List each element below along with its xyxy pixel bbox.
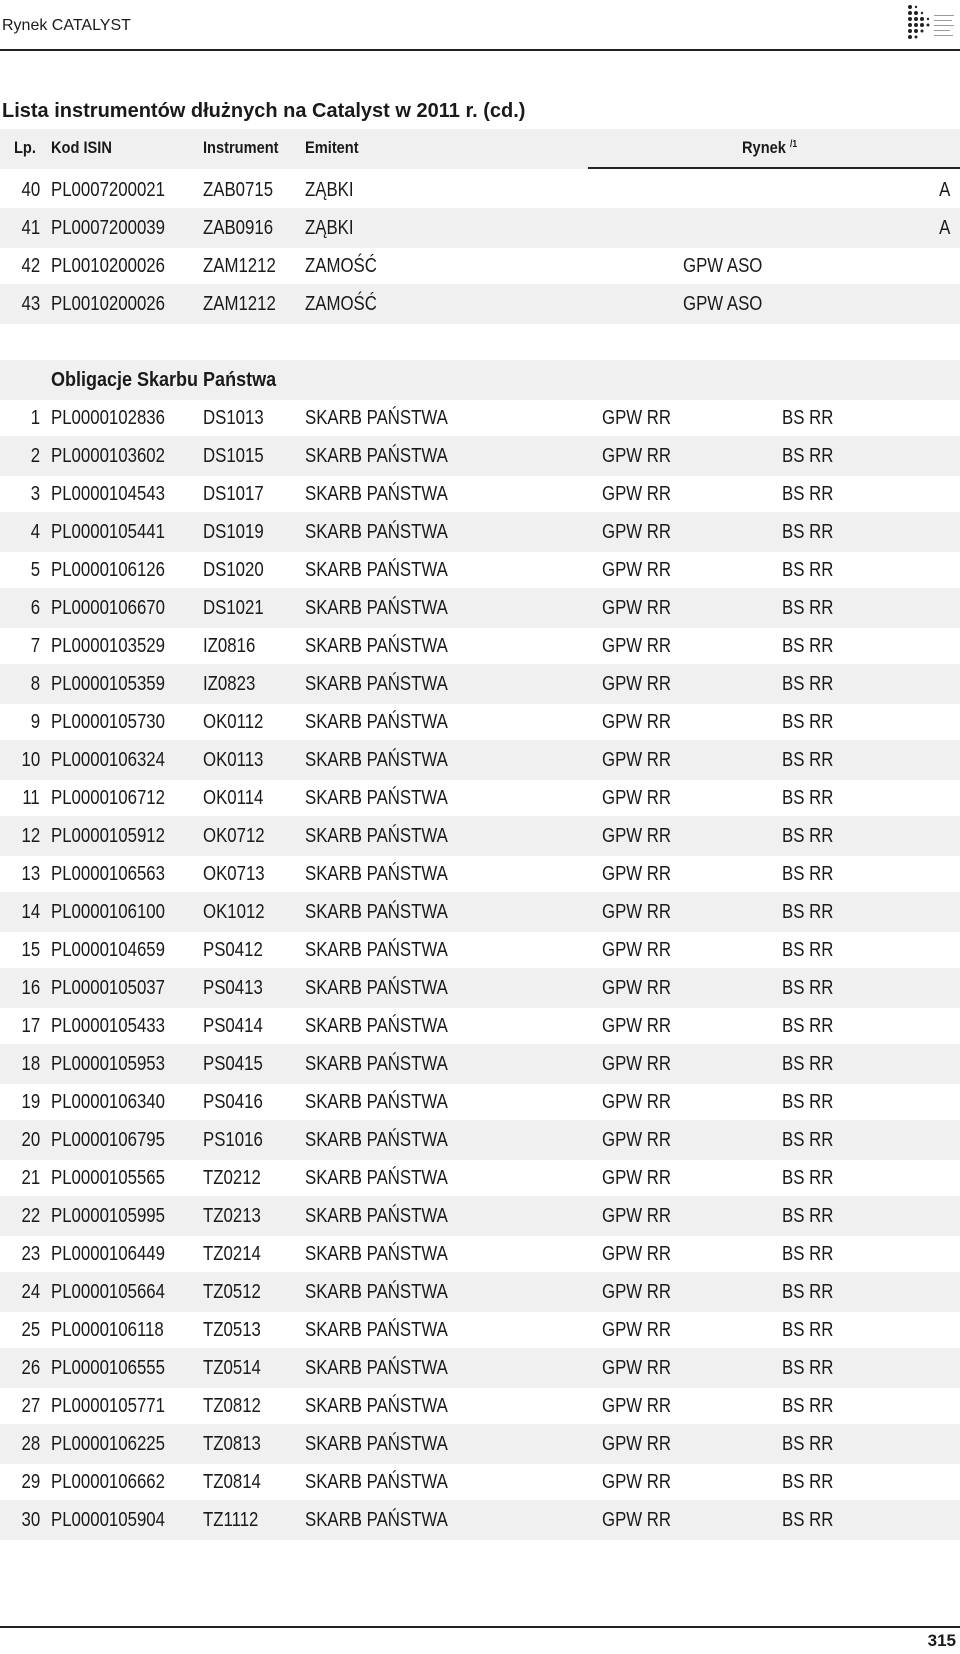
row-isin: PL0000106118 [51,1319,164,1341]
table-row [0,664,960,704]
row-instrument: TZ0813 [203,1433,261,1455]
table-row [0,512,960,552]
row-instrument: DS1017 [203,483,264,505]
row-isin: PL0000103529 [51,635,165,657]
row-isin: PL0010200026 [51,255,165,277]
row-isin: PL0000106126 [51,559,165,581]
row-market-gpw-rr: GPW RR [602,1433,672,1455]
table-row [0,1272,960,1312]
row-emitent: SKARB PAŃSTWA [305,1015,448,1037]
row-emitent: ZĄBKI [305,217,354,239]
row-instrument: ZAM1212 [203,293,276,315]
row-instrument: TZ1112 [203,1509,259,1531]
row-instrument: OK0114 [203,787,264,809]
row-lp: 15 [21,939,40,961]
row-market-bs-rr: BS RR [782,977,834,999]
column-header-lp: Lp. [14,138,36,157]
row-emitent: SKARB PAŃSTWA [305,559,448,581]
row-market-bs-rr: BS RR [782,1395,834,1417]
row-market-gpw-rr: GPW RR [602,1129,672,1151]
row-lp: 27 [21,1395,40,1417]
table-row [0,702,960,742]
row-emitent: SKARB PAŃSTWA [305,673,448,695]
row-lp: 19 [21,1091,40,1113]
row-emitent: SKARB PAŃSTWA [305,825,448,847]
row-emitent: ZĄBKI [305,179,354,201]
page-header [0,0,960,50]
header-divider [0,49,960,51]
row-market-gpw-rr: GPW RR [602,483,672,505]
row-lp: 18 [21,1053,40,1075]
column-header-instrument: Instrument [203,138,279,157]
row-emitent: SKARB PAŃSTWA [305,1319,448,1341]
row-isin: PL0000105771 [51,1395,165,1417]
column-header-isin: Kod ISIN [51,138,112,157]
row-isin: PL0007200039 [51,217,165,239]
row-emitent: SKARB PAŃSTWA [305,1053,448,1075]
row-lp: 11 [22,787,40,809]
row-instrument: PS1016 [203,1129,263,1151]
row-market-gpw-rr: GPW RR [602,1357,672,1379]
row-market-gpw-rr: GPW RR [602,407,672,429]
row-market-gpw-rr: GPW RR [602,787,672,809]
row-instrument: TZ0214 [203,1243,261,1265]
table-row [0,892,960,932]
row-market-bs-rr: BS RR [782,597,834,619]
row-instrument: PS0412 [203,939,263,961]
row-isin: PL0000106100 [51,901,165,923]
table-row [0,170,960,210]
group-title: Obligacje Skarbu Państwa [51,369,277,391]
table-row [0,436,960,476]
table-row [0,1044,960,1084]
row-lp: 12 [21,825,40,847]
row-isin: PL0000105664 [51,1281,165,1303]
row-lp: 7 [30,635,40,657]
row-instrument: DS1019 [203,521,264,543]
row-instrument: TZ0512 [203,1281,261,1303]
row-market-gpw-rr: GPW RR [602,1281,672,1303]
row-isin: PL0000106555 [51,1357,165,1379]
row-market-bs-rr: BS RR [782,863,834,885]
row-lp: 26 [21,1357,40,1379]
row-emitent: SKARB PAŃSTWA [305,597,448,619]
row-lp: 9 [30,711,40,733]
row-market-bs-rr: BS RR [782,1319,834,1341]
row-lp: 17 [21,1015,40,1037]
table-row [0,1006,960,1046]
row-lp: 2 [30,445,40,467]
row-isin: PL0000105912 [51,825,165,847]
row-lp: 14 [21,901,40,923]
row-market-bs-rr: BS RR [782,1471,834,1493]
row-instrument: ZAB0916 [203,217,274,239]
row-emitent: SKARB PAŃSTWA [305,1167,448,1189]
row-market-gpw-rr: GPW RR [602,1243,672,1265]
table-row [0,740,960,780]
row-isin: PL0000106563 [51,863,165,885]
row-instrument: TZ0812 [203,1395,261,1417]
row-market-bs-rr: BS RR [782,901,834,923]
table-row [0,208,960,248]
row-market-bs-rr: BS RR [782,825,834,847]
row-lp: 42 [21,255,40,277]
gpw-dot-logo-icon [906,3,958,43]
row-lp: 25 [21,1319,40,1341]
row-isin: PL0000106225 [51,1433,165,1455]
table-row [0,854,960,894]
table-row [0,930,960,970]
row-market-bs-rr: BS RR [782,1129,834,1151]
row-lp: 43 [21,293,40,315]
row-market-gpw-aso: GPW ASO [683,293,763,315]
row-instrument: TZ0513 [203,1319,261,1341]
row-lp: 20 [21,1129,40,1151]
row-instrument: DS1015 [203,445,264,467]
table-row [0,968,960,1008]
row-isin: PL0000105730 [51,711,165,733]
group-header-row [0,360,960,400]
row-isin: PL0000105953 [51,1053,165,1075]
column-header-rynek [742,138,797,158]
row-emitent: SKARB PAŃSTWA [305,1129,448,1151]
row-isin: PL0000106324 [51,749,165,771]
row-market-gpw-rr: GPW RR [602,521,672,543]
row-market-gpw-rr: GPW RR [602,863,672,885]
row-lp: 41 [21,217,40,239]
row-market-a: A [938,217,950,239]
row-lp: 24 [21,1281,40,1303]
row-market-gpw-rr: GPW RR [602,749,672,771]
row-market-bs-rr: BS RR [782,445,834,467]
row-market-bs-rr: BS RR [782,1281,834,1303]
row-isin: PL0000103602 [51,445,165,467]
row-emitent: SKARB PAŃSTWA [305,863,448,885]
row-market-gpw-rr: GPW RR [602,1205,672,1227]
row-emitent: SKARB PAŃSTWA [305,977,448,999]
row-market-bs-rr: BS RR [782,521,834,543]
row-isin: PL0000106670 [51,597,165,619]
table-row [0,1462,960,1502]
row-market-bs-rr: BS RR [782,711,834,733]
footer-divider [0,1626,960,1628]
row-emitent: ZAMOŚĆ [305,255,377,277]
row-isin: PL0000106340 [51,1091,165,1113]
row-instrument: TZ0212 [203,1167,261,1189]
row-isin: PL0000106712 [51,787,165,809]
row-instrument: OK0713 [203,863,265,885]
row-instrument: TZ0213 [203,1205,261,1227]
row-instrument: ZAM1212 [203,255,276,277]
row-lp: 21 [21,1167,40,1189]
rynek-header-rule [588,167,960,169]
row-isin: PL0000106449 [51,1243,165,1265]
row-emitent: SKARB PAŃSTWA [305,1281,448,1303]
row-emitent: SKARB PAŃSTWA [305,407,448,429]
row-lp: 4 [30,521,40,543]
row-emitent: SKARB PAŃSTWA [305,787,448,809]
row-market-gpw-rr: GPW RR [602,1319,672,1341]
row-lp: 30 [21,1509,40,1531]
row-lp: 40 [21,179,40,201]
row-market-gpw-rr: GPW RR [602,1091,672,1113]
row-market-gpw-rr: GPW RR [602,673,672,695]
table-row [0,398,960,438]
row-instrument: TZ0814 [203,1471,261,1493]
row-isin: PL0000105037 [51,977,165,999]
rynek-footnote-marker: /1 [789,139,798,150]
table-row [0,1348,960,1388]
row-market-bs-rr: BS RR [782,1433,834,1455]
row-instrument: OK0112 [203,711,264,733]
row-isin: PL0010200026 [51,293,165,315]
row-market-bs-rr: BS RR [782,939,834,961]
row-market-gpw-rr: GPW RR [602,1167,672,1189]
row-instrument: DS1021 [203,597,264,619]
page-number: 315 [927,1631,956,1650]
row-market-gpw-rr: GPW RR [602,559,672,581]
page-title: Lista instrumentów dłużnych na Catalyst w 2011 r. (cd.) [2,100,526,122]
row-isin: PL0000105565 [51,1167,165,1189]
row-market-gpw-rr: GPW RR [602,1053,672,1075]
row-isin: PL0000106662 [51,1471,165,1493]
row-instrument: OK0712 [203,825,265,847]
row-lp: 23 [21,1243,40,1265]
row-market-gpw-rr: GPW RR [602,901,672,923]
row-market-gpw-rr: GPW RR [602,711,672,733]
row-emitent: SKARB PAŃSTWA [305,1433,448,1455]
table-row [0,550,960,590]
row-emitent: SKARB PAŃSTWA [305,635,448,657]
row-emitent: SKARB PAŃSTWA [305,521,448,543]
row-isin: PL0000104543 [51,483,165,505]
table-row [0,246,960,286]
row-isin: PL0000102836 [51,407,165,429]
row-market-gpw-rr: GPW RR [602,597,672,619]
column-header-emitent: Emitent [305,138,359,157]
row-isin: PL0007200021 [51,179,165,201]
row-market-a: A [938,179,950,201]
row-isin: PL0000105359 [51,673,165,695]
row-lp: 16 [21,977,40,999]
row-market-bs-rr: BS RR [782,1205,834,1227]
row-market-bs-rr: BS RR [782,1167,834,1189]
row-instrument: OK0113 [203,749,264,771]
row-emitent: SKARB PAŃSTWA [305,749,448,771]
row-instrument: DS1013 [203,407,264,429]
row-market-bs-rr: BS RR [782,635,834,657]
row-instrument: PS0415 [203,1053,263,1075]
row-market-gpw-rr: GPW RR [602,445,672,467]
table-row [0,1158,960,1198]
row-instrument: IZ0823 [203,673,256,695]
row-market-gpw-rr: GPW RR [602,1509,672,1531]
row-market-bs-rr: BS RR [782,559,834,581]
row-market-bs-rr: BS RR [782,483,834,505]
row-market-gpw-rr: GPW RR [602,635,672,657]
table-row [0,1500,960,1540]
row-emitent: SKARB PAŃSTWA [305,1395,448,1417]
row-emitent: SKARB PAŃSTWA [305,1205,448,1227]
table-row [0,1082,960,1122]
row-isin: PL0000105441 [51,521,165,543]
table-row [0,1234,960,1274]
row-market-bs-rr: BS RR [782,1357,834,1379]
row-market-bs-rr: BS RR [782,1053,834,1075]
row-market-bs-rr: BS RR [782,1509,834,1531]
table-row [0,778,960,818]
row-isin: PL0000105433 [51,1015,165,1037]
row-market-bs-rr: BS RR [782,1243,834,1265]
table-row [0,588,960,628]
row-market-bs-rr: BS RR [782,787,834,809]
table-row [0,626,960,666]
table-row [0,1386,960,1426]
row-lp: 1 [30,407,40,429]
row-emitent: SKARB PAŃSTWA [305,1357,448,1379]
row-instrument: ZAB0715 [203,179,274,201]
row-market-bs-rr: BS RR [782,749,834,771]
row-emitent: SKARB PAŃSTWA [305,1091,448,1113]
row-lp: 22 [21,1205,40,1227]
row-market-bs-rr: BS RR [782,407,834,429]
row-instrument: OK1012 [203,901,265,923]
row-market-gpw-rr: GPW RR [602,939,672,961]
table-row [0,1424,960,1464]
row-lp: 3 [30,483,40,505]
row-isin: PL0000105904 [51,1509,165,1531]
row-emitent: SKARB PAŃSTWA [305,901,448,923]
row-market-bs-rr: BS RR [782,673,834,695]
row-market-gpw-rr: GPW RR [602,1395,672,1417]
table-row [0,474,960,514]
row-instrument: PS0416 [203,1091,263,1113]
row-lp: 6 [30,597,40,619]
row-isin: PL0000106795 [51,1129,165,1151]
table-header [0,129,960,169]
table-row [0,1310,960,1350]
row-emitent: SKARB PAŃSTWA [305,1471,448,1493]
column-header-rynek-label: Rynek [742,138,786,157]
row-lp: 10 [21,749,40,771]
row-instrument: PS0414 [203,1015,263,1037]
row-emitent: ZAMOŚĆ [305,293,377,315]
row-emitent: SKARB PAŃSTWA [305,1243,448,1265]
row-isin: PL0000105995 [51,1205,165,1227]
row-emitent: SKARB PAŃSTWA [305,445,448,467]
row-market-bs-rr: BS RR [782,1091,834,1113]
row-emitent: SKARB PAŃSTWA [305,1509,448,1531]
row-isin: PL0000104659 [51,939,165,961]
header-title: Rynek CATALYST [2,17,131,34]
row-instrument: PS0413 [203,977,263,999]
row-emitent: SKARB PAŃSTWA [305,711,448,733]
row-instrument: IZ0816 [203,635,256,657]
row-market-gpw-rr: GPW RR [602,977,672,999]
row-market-gpw-aso: GPW ASO [683,255,763,277]
row-instrument: DS1020 [203,559,264,581]
row-lp: 28 [21,1433,40,1455]
row-market-bs-rr: BS RR [782,1015,834,1037]
row-lp: 13 [21,863,40,885]
row-market-gpw-rr: GPW RR [602,1471,672,1493]
row-market-gpw-rr: GPW RR [602,1015,672,1037]
table-row [0,284,960,324]
row-lp: 8 [30,673,40,695]
table-row [0,1120,960,1160]
row-lp: 29 [21,1471,40,1493]
row-market-gpw-rr: GPW RR [602,825,672,847]
table-row [0,1196,960,1236]
table-row [0,816,960,856]
row-instrument: TZ0514 [203,1357,261,1379]
row-lp: 5 [30,559,40,581]
row-emitent: SKARB PAŃSTWA [305,483,448,505]
row-emitent: SKARB PAŃSTWA [305,939,448,961]
